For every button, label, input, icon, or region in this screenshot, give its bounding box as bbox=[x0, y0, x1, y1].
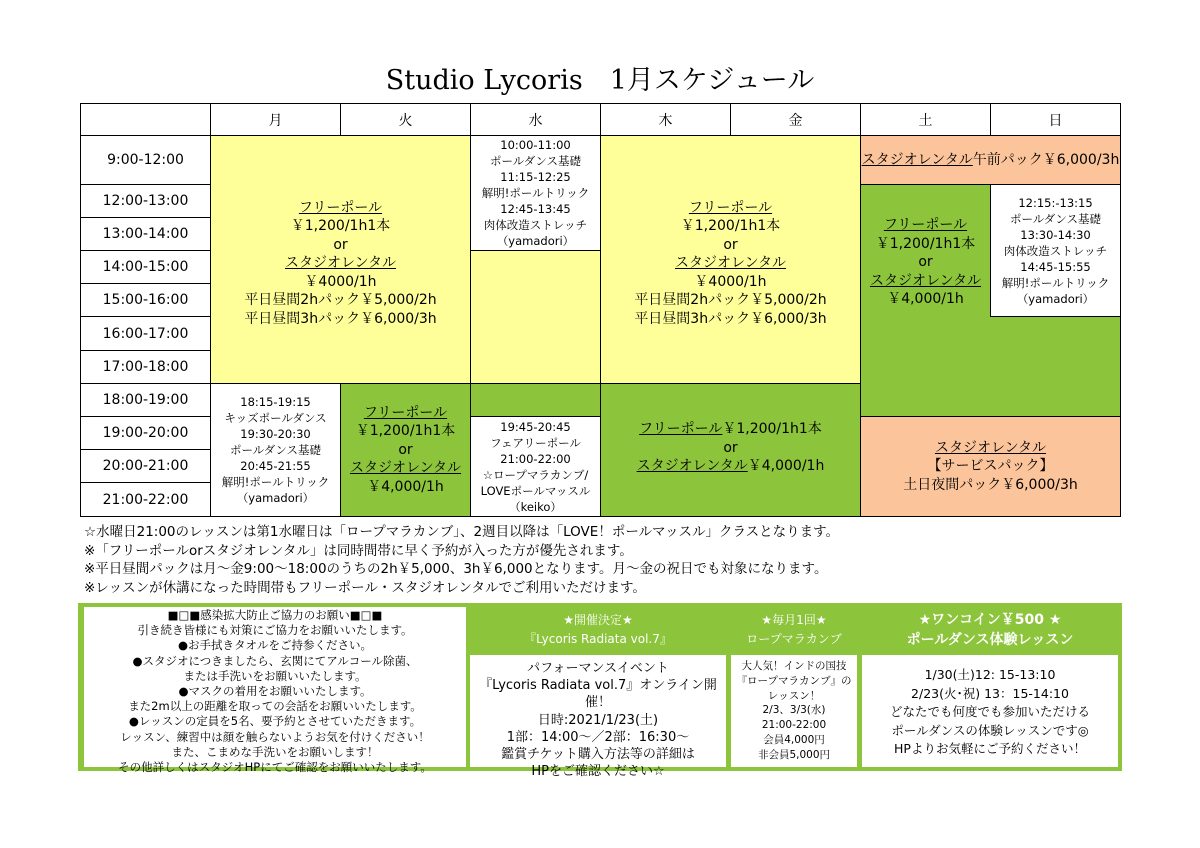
time-slot: 13:00-14:00 bbox=[80, 217, 211, 251]
block-line bbox=[862, 151, 1120, 170]
block-line: 平日昼間3hパック￥6,000/3h bbox=[634, 310, 827, 327]
block-line: 平日昼間2hパック￥5,000/2h bbox=[634, 292, 827, 309]
time-slot: 14:00-15:00 bbox=[80, 250, 211, 284]
note-line: ☆水曜日21:00のレッスンは第1水曜日は「ロープマラカンブ」、2週目以降は「LOVE！ポールマッスル」クラスとなります。 bbox=[84, 524, 840, 540]
covid-line: その他詳しくはスタジオHPにてご確認をお願いいたします。 bbox=[118, 760, 432, 775]
block-line: 14:45-15:55 bbox=[1020, 259, 1091, 274]
onecoin-line: ポールダンスの体験レッスンです◎ bbox=[891, 722, 1089, 738]
time-slot: 18:00-19:00 bbox=[80, 383, 211, 417]
covid-line: ■□■感染拡大防止ご協力のお願い■□■ bbox=[167, 608, 383, 622]
block-line: （keiko） bbox=[509, 499, 562, 514]
block-line: フェアリーポール bbox=[490, 435, 581, 450]
day-header: 木 bbox=[600, 103, 731, 136]
block-line: or bbox=[333, 236, 348, 253]
day-header: 金 bbox=[730, 103, 861, 136]
block-line: スタジオレンタル bbox=[636, 458, 748, 474]
block-line: スタジオレンタル bbox=[934, 439, 1047, 456]
block-line: 平日昼間2hパック￥5,000/2h bbox=[244, 292, 437, 309]
monthly-line: 大人気！インドの国技 bbox=[741, 660, 847, 672]
block-line: 解明!ポールトリック bbox=[221, 475, 330, 489]
block-line: 解明!ポールトリック bbox=[481, 186, 590, 200]
onecoin-header bbox=[862, 607, 1118, 653]
onecoin-body bbox=[862, 655, 1118, 767]
event-line: HPをご確認ください☆ bbox=[531, 764, 665, 780]
block-line: フリーポール bbox=[639, 421, 723, 437]
block-weekend-morning bbox=[860, 135, 1121, 185]
time-slot: 16:00-17:00 bbox=[80, 316, 211, 351]
block-line: フリーポール bbox=[883, 217, 968, 233]
covid-line: 引き続き皆様にも対策にご協力をお願いいたします。 bbox=[137, 623, 413, 638]
block-line: 土日夜間パック￥6,000/3h bbox=[903, 476, 1078, 493]
time-slot: 12:00-13:00 bbox=[80, 184, 211, 218]
block-line: 午前パック￥6,000/3h bbox=[972, 151, 1120, 168]
day-header: 土 bbox=[860, 103, 991, 136]
block-line: 平日昼間3hパック￥6,000/3h bbox=[244, 310, 437, 327]
block-line: LOVEポールマッスル bbox=[480, 483, 591, 498]
monthly-header bbox=[731, 607, 857, 653]
note-line: ※「フリーポールorスタジオレンタル」は同時間帯に早く予約が入った方が優先されます。 bbox=[84, 542, 633, 559]
onecoin-line: どなたでも何度でも参加いただける bbox=[889, 704, 1090, 720]
block-line: スタジオレンタル bbox=[349, 460, 462, 477]
block-line: フリーポール bbox=[363, 404, 448, 421]
covid-line: ●スタジオにつきましたら、玄関にてアルコール除菌、 bbox=[132, 653, 418, 668]
monthly-body bbox=[731, 655, 857, 767]
event-line: 『Lycoris Radiata vol.7』オンライン開催！ bbox=[479, 678, 717, 711]
time-slot: 15:00-16:00 bbox=[80, 283, 211, 317]
monthly-header-line: ★毎月1回★ bbox=[761, 613, 827, 627]
page-title: Studio Lycoris 1月スケジュール bbox=[385, 65, 815, 96]
block-line: スタジオレンタル bbox=[674, 255, 787, 272]
day-header: 火 bbox=[340, 103, 471, 136]
event-header-line: 『Lycoris Radiata vol.7』 bbox=[524, 632, 672, 646]
monthly-line: 会員4,000円 bbox=[763, 733, 825, 746]
monthly-line: 『ロープマラカンブ』の bbox=[736, 674, 852, 687]
covid-line: ●マスクの着用をお願いいたします。 bbox=[178, 684, 372, 699]
block-line: スタジオレンタル bbox=[284, 255, 397, 272]
block-line: ポールダンス基礎 bbox=[489, 154, 582, 168]
onecoin-line: 2/23(火･祝) 13：15-14:10 bbox=[911, 685, 1069, 701]
block-line: 21:00-22:00 bbox=[500, 451, 571, 466]
block-line: 19:30-20:30 bbox=[240, 427, 311, 441]
onecoin-line: HPよりお気軽にご予約ください！ bbox=[894, 741, 1086, 757]
block-mon-evening bbox=[210, 383, 341, 517]
block-line: ￥1,200/1h1本 bbox=[722, 421, 822, 437]
block-line: 19:45-20:45 bbox=[500, 419, 571, 434]
event-line: パフォーマンスイベント bbox=[527, 661, 669, 676]
block-line: 肉体改造ストレッチ bbox=[483, 218, 588, 232]
block-line: ￥1,200/1h1本 bbox=[290, 218, 391, 235]
block-line: ￥4,000/1h bbox=[747, 458, 825, 474]
covid-line: ●レッスンの定員を5名、要予約とさせていただきます。 bbox=[128, 714, 422, 729]
onecoin-line: 1/30(土)12: 15-13:10 bbox=[924, 667, 1056, 682]
covid-line: または手洗いをお願いいたします。 bbox=[183, 668, 367, 683]
time-slot: 20:00-21:00 bbox=[80, 449, 211, 483]
block-line: ￥4,000/1h bbox=[367, 478, 444, 495]
event-header-line: ★開催決定★ bbox=[563, 613, 633, 627]
time-slot: 9:00-12:00 bbox=[80, 135, 211, 185]
block-wed-evening bbox=[470, 416, 601, 517]
day-header: 水 bbox=[470, 103, 601, 136]
block-line: フリーポール bbox=[688, 199, 773, 216]
block-line: 12:45-13:45 bbox=[500, 202, 571, 216]
block-line bbox=[639, 420, 822, 439]
event-body bbox=[470, 655, 726, 780]
block-line: ￥4000/1h bbox=[304, 273, 377, 290]
block-line: ☆ロープマラカンブ/ bbox=[482, 467, 589, 482]
monthly-header-line: ロープマラカンブ bbox=[746, 632, 842, 646]
block-line: or bbox=[398, 441, 413, 458]
block-line: （yamadori） bbox=[496, 234, 575, 248]
event-line: 日時:2021/1/23(土) bbox=[537, 712, 659, 728]
block-line: 11:15-12:25 bbox=[500, 170, 571, 184]
onecoin-header-line: ポールダンス体験レッスン bbox=[906, 632, 1074, 648]
block-line: ￥1,200/1h1本 bbox=[680, 218, 781, 235]
note-line: ※平日昼間パックは月～金9:00～18:00のうちの2h￥5,000、3h￥6,000となります。月～金の祝日でも対象になります。 bbox=[84, 561, 828, 577]
block-tue-evening bbox=[340, 383, 471, 517]
block-line: スタジオレンタル bbox=[869, 272, 982, 289]
block-line: ポールダンス基礎 bbox=[1009, 211, 1102, 226]
block-line: 解明!ポールトリック bbox=[1001, 275, 1110, 290]
monthly-line: 21:00-22:00 bbox=[761, 719, 827, 732]
block-line: ￥4,000/1h bbox=[887, 291, 964, 307]
block-line: ￥1,200/1h1本 bbox=[875, 235, 976, 252]
block-line: or bbox=[723, 439, 738, 456]
event-line: 鑑賞チケット購入方法等の詳細は bbox=[501, 747, 695, 763]
block-sat-day bbox=[860, 184, 991, 417]
block-line: （yamadori） bbox=[236, 491, 315, 505]
event-header bbox=[470, 607, 726, 653]
block-line: 10:00-11:00 bbox=[500, 138, 571, 152]
covid-notice bbox=[84, 607, 466, 775]
notes-section bbox=[84, 523, 839, 597]
block-sun-day bbox=[990, 184, 1121, 317]
covid-line: レッスン、練習中は顔を触らないようお気を付けください！ bbox=[120, 729, 430, 744]
time-slot: 17:00-18:00 bbox=[80, 350, 211, 384]
covid-line: また、こまめな手洗いをお願いします！ bbox=[171, 744, 379, 759]
block-line: 18:15-19:15 bbox=[240, 395, 311, 409]
monthly-line: レッスン！ bbox=[767, 689, 821, 702]
time-slot: 19:00-20:00 bbox=[80, 416, 211, 450]
note-line: ※レッスンが休講になった時間帯もフリーポール・スタジオレンタルでご利用いただけます。 bbox=[84, 579, 646, 596]
block-line: キッズポールダンス bbox=[224, 411, 327, 425]
block-line: 肉体改造ストレッチ bbox=[1003, 243, 1108, 258]
event-line: 1部：14:00～／2部：16:30～ bbox=[506, 729, 690, 745]
block-line: （yamadori） bbox=[1016, 291, 1095, 306]
block-wed-day bbox=[470, 135, 601, 251]
block-mon-tue-day bbox=[210, 135, 471, 384]
covid-line: ●お手拭きタオルをご持参ください。 bbox=[177, 638, 373, 653]
block-thu-fri-day bbox=[600, 135, 861, 384]
block-line: フリーポール bbox=[298, 199, 383, 216]
block-line: 12:15:-13:15 bbox=[1018, 195, 1093, 210]
block-weekend-evening bbox=[860, 416, 1121, 517]
monthly-line: 2/3、3/3(水) bbox=[762, 704, 826, 717]
block-line: 20:45-21:55 bbox=[240, 459, 311, 473]
block-line: ￥1,200/1h1本 bbox=[355, 423, 456, 440]
covid-line: また2m以上の距離を取っての会話をお願いいたします。 bbox=[128, 699, 422, 714]
block-line: or bbox=[918, 254, 933, 270]
block-line: or bbox=[723, 236, 738, 253]
day-header: 月 bbox=[210, 103, 341, 136]
time-slot: 21:00-22:00 bbox=[80, 482, 211, 517]
block-line: 13:30-14:30 bbox=[1020, 227, 1091, 242]
block-line: ポールダンス基礎 bbox=[229, 443, 322, 457]
block-line: スタジオレンタル bbox=[861, 151, 973, 168]
onecoin-header-line: ★ワンコイン￥500 ★ bbox=[918, 612, 1062, 628]
block-line: ￥4000/1h bbox=[694, 273, 767, 290]
header-corner bbox=[80, 103, 211, 136]
block-line bbox=[637, 457, 825, 476]
block-thu-fri-evening bbox=[600, 383, 861, 517]
monthly-line: 非会員5,000円 bbox=[757, 748, 831, 761]
day-header: 日 bbox=[990, 103, 1121, 136]
block-line: 【サービスパック】 bbox=[927, 458, 1054, 475]
